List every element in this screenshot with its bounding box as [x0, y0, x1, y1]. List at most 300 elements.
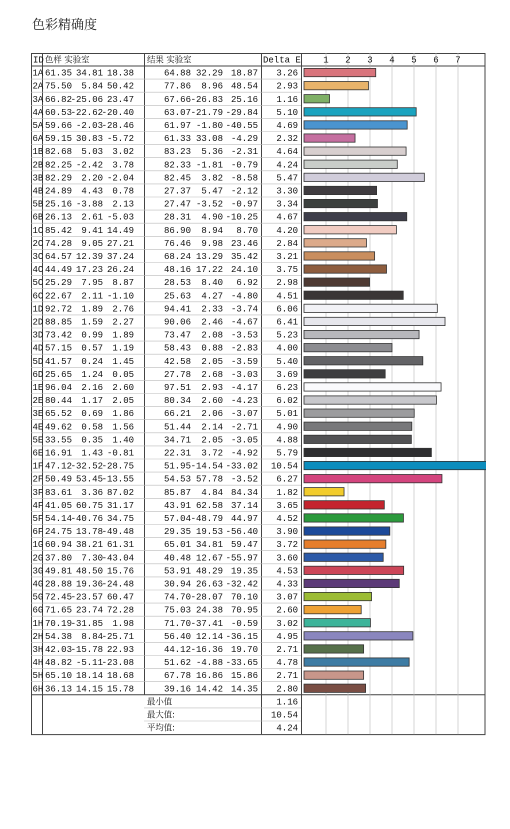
target-lab-value: 1.17: [81, 396, 103, 407]
result-lab-value: 73.47: [163, 330, 191, 341]
result-lab-value: -48.79: [190, 514, 223, 524]
target-lab-value: 22.67: [44, 291, 72, 302]
delta-e-bar: [304, 658, 409, 666]
target-lab-value: 14.15: [75, 684, 103, 695]
row-id: 4B: [32, 186, 44, 197]
delta-e-value: 2.98: [276, 278, 298, 289]
delta-e-value: 1.16: [276, 94, 298, 105]
target-lab-value: -5.03: [106, 212, 134, 223]
target-lab-value: 2.27: [112, 317, 134, 328]
target-lab-value: 31.17: [106, 500, 134, 511]
target-lab-value: 25.16: [44, 199, 72, 210]
row-id: 6D: [32, 369, 44, 380]
target-lab-value: 17.23: [75, 265, 103, 276]
delta-e-value: 3.30: [276, 186, 298, 197]
result-lab-value: 90.06: [163, 317, 191, 328]
target-lab-value: 57.15: [44, 343, 72, 354]
x-tick-label: 3: [367, 55, 373, 66]
result-lab-value: 4.90: [201, 212, 223, 223]
result-lab-value: 30.94: [163, 579, 191, 590]
target-lab-value: 26.13: [44, 212, 72, 223]
delta-e-value: 2.93: [276, 81, 298, 92]
target-lab-value: 66.82: [44, 94, 72, 105]
result-lab-value: 4.84: [201, 487, 223, 498]
result-lab-value: 28.31: [163, 212, 191, 223]
target-lab-value: 73.42: [44, 330, 72, 341]
result-lab-value: -0.59: [230, 618, 258, 629]
result-lab-value: -3.05: [230, 435, 258, 446]
row-id: 5C: [32, 278, 44, 289]
row-id: 5D: [32, 356, 44, 367]
row-id: 3A: [32, 94, 44, 105]
target-lab-value: 87.02: [106, 487, 134, 498]
row-id: 3D: [32, 330, 44, 341]
row-id: 5B: [32, 199, 44, 210]
target-lab-value: 34.81: [75, 68, 103, 79]
result-lab-value: 48.16: [163, 265, 191, 276]
result-lab-value: 8.70: [236, 225, 258, 236]
delta-e-bar: [304, 173, 424, 181]
row-id: 1E: [32, 383, 44, 393]
target-lab-value: 42.03: [44, 645, 72, 655]
delta-e-bar: [304, 68, 376, 76]
delta-e-bar: [304, 252, 375, 260]
result-lab-value: 80.34: [163, 396, 191, 407]
row-id: 6H: [32, 684, 44, 695]
delta-e-bar: [304, 579, 399, 587]
target-lab-value: 9.41: [81, 225, 103, 236]
target-lab-value: 2.20: [81, 173, 103, 184]
delta-e-bar: [304, 396, 436, 404]
row-id: 5E: [32, 435, 44, 446]
row-id: 3C: [32, 252, 44, 262]
delta-e-value: 3.26: [276, 68, 298, 79]
target-lab-value: 92.72: [44, 304, 72, 315]
result-lab-value: -2.31: [230, 147, 258, 158]
target-lab-value: 26.24: [106, 265, 134, 276]
result-lab-value: 14.35: [230, 684, 258, 695]
delta-e-bar: [304, 108, 416, 116]
row-id: 4D: [32, 343, 44, 354]
target-lab-value: 44.49: [44, 265, 72, 276]
row-id: 3H: [32, 645, 44, 655]
target-lab-value: 60.94: [44, 540, 72, 551]
result-lab-value: -28.07: [190, 592, 223, 603]
row-id: 3G: [32, 566, 44, 577]
target-lab-value: -20.40: [101, 107, 134, 118]
row-id: 6A: [32, 134, 44, 145]
x-tick-label: 5: [411, 55, 417, 66]
delta-e-bar: [304, 186, 377, 194]
target-lab-value: 16.91: [44, 448, 72, 459]
target-lab-value: 48.82: [44, 658, 72, 669]
result-lab-value: 66.21: [163, 409, 191, 420]
result-lab-value: 2.68: [201, 369, 223, 380]
result-lab-value: 2.14: [201, 422, 223, 433]
delta-e-bar: [304, 527, 390, 535]
result-lab-value: -4.88: [195, 658, 223, 669]
result-lab-value: 83.23: [163, 147, 191, 158]
target-lab-value: 1.89: [81, 304, 103, 315]
row-id: 1H: [32, 618, 44, 629]
result-lab-value: -3.53: [230, 330, 258, 341]
result-lab-value: -3.52: [230, 474, 258, 485]
delta-e-value: 4.88: [276, 435, 298, 446]
delta-e-bars: [304, 68, 486, 692]
target-lab-value: 59.15: [44, 134, 72, 145]
result-lab-value: 48.54: [230, 81, 258, 92]
result-lab-value: 25.63: [163, 291, 191, 302]
result-lab-value: 85.87: [163, 487, 191, 498]
delta-e-value: 3.07: [276, 592, 298, 603]
delta-e-bar: [304, 226, 396, 234]
delta-e-value: 2.84: [276, 238, 298, 249]
target-lab-value: 22.93: [106, 645, 134, 655]
delta-e-bar: [304, 448, 431, 456]
target-lab-value: -13.55: [101, 474, 134, 485]
result-lab-value: 62.58: [195, 500, 223, 511]
target-lab-value: 1.45: [112, 356, 134, 367]
result-lab-value: 23.46: [230, 238, 258, 249]
target-lab-value: 82.68: [44, 147, 72, 158]
delta-e-value: 6.27: [276, 474, 298, 485]
target-lab-value: 50.49: [44, 474, 72, 485]
target-lab-value: 83.61: [44, 487, 72, 498]
row-id: 2F: [32, 474, 44, 485]
delta-e-value: 4.00: [276, 343, 298, 354]
target-lab-value: 0.69: [81, 409, 103, 420]
target-lab-value: 61.35: [44, 68, 72, 79]
target-lab-value: 24.75: [44, 527, 72, 538]
result-lab-value: 6.92: [236, 278, 258, 289]
result-lab-value: 35.42: [230, 252, 258, 262]
delta-e-bar: [304, 684, 366, 692]
delta-e-value: 3.72: [276, 540, 298, 551]
target-lab-value: 23.47: [106, 94, 134, 105]
delta-e-value: 4.20: [276, 225, 298, 236]
target-lab-value: 1.98: [112, 618, 134, 629]
target-lab-value: -5.11: [75, 658, 103, 669]
result-lab-value: 24.38: [195, 605, 223, 616]
target-lab-value: 96.04: [44, 383, 72, 393]
delta-e-value: 3.34: [276, 199, 298, 210]
result-lab-value: 61.97: [163, 121, 191, 131]
target-lab-value: 88.85: [44, 317, 72, 328]
row-id: 5A: [32, 121, 44, 131]
result-lab-value: -2.83: [230, 343, 258, 354]
row-id: 1C: [32, 225, 44, 236]
delta-e-value: 2.60: [276, 605, 298, 616]
result-lab-value: -0.79: [230, 160, 258, 171]
target-lab-value: 47.12: [44, 461, 72, 472]
target-lab-value: 48.50: [75, 566, 103, 577]
delta-e-value: 6.06: [276, 304, 298, 315]
delta-e-bar: [304, 540, 386, 548]
row-id: 4E: [32, 422, 44, 433]
delta-e-bar: [304, 82, 368, 90]
target-lab-value: 0.57: [81, 343, 103, 354]
target-lab-value: -15.78: [70, 645, 103, 655]
result-lab-value: 39.16: [163, 684, 191, 695]
target-lab-value: 2.76: [112, 304, 134, 315]
result-lab-value: -4.80: [230, 291, 258, 302]
delta-e-value: 5.40: [276, 356, 298, 367]
row-id: 3F: [32, 487, 44, 498]
target-lab-value: 49.62: [44, 422, 72, 433]
delta-e-value: 1.82: [276, 487, 298, 498]
x-tick-label: 7: [455, 55, 461, 66]
target-lab-value: 2.05: [112, 396, 134, 407]
result-lab-value: 32.29: [195, 68, 223, 79]
row-id: 1B: [32, 147, 44, 158]
target-lab-value: 65.52: [44, 409, 72, 420]
delta-e-value: 2.71: [276, 645, 298, 655]
delta-e-bar: [304, 357, 423, 365]
delta-e-value: 4.24: [276, 160, 298, 171]
target-lab-value: 9.05: [81, 238, 103, 249]
target-lab-value: 53.45: [75, 474, 103, 485]
delta-e-bar: [304, 160, 397, 168]
result-lab-value: 8.40: [201, 278, 223, 289]
target-lab-value: -2.42: [75, 160, 103, 171]
result-lab-value: -4.92: [230, 448, 258, 459]
delta-e-value: 4.78: [276, 658, 298, 669]
delta-e-bar: [304, 488, 344, 496]
delta-e-value: 4.90: [276, 422, 298, 433]
target-lab-value: 18.38: [106, 68, 134, 79]
result-lab-value: 40.48: [163, 553, 191, 564]
delta-e-bar: [304, 213, 407, 221]
result-lab-value: -1.80: [195, 121, 223, 131]
result-lab-value: -40.55: [225, 121, 258, 131]
x-tick-label: 2: [345, 55, 351, 66]
result-lab-value: 0.88: [201, 343, 223, 354]
result-lab-value: 64.88: [163, 68, 191, 79]
row-id: 4A: [32, 107, 44, 118]
result-lab-value: 2.60: [201, 396, 223, 407]
target-lab-value: 33.55: [44, 435, 72, 446]
target-lab-value: 60.47: [106, 592, 134, 603]
target-lab-value: 49.81: [44, 566, 72, 577]
result-lab-value: 18.87: [230, 68, 258, 79]
delta-e-bar: [304, 475, 442, 483]
target-lab-value: 65.10: [44, 671, 72, 682]
result-lab-value: 19.70: [230, 645, 258, 655]
result-lab-value: 58.43: [163, 343, 191, 354]
delta-e-bar: [304, 317, 445, 325]
target-lab-value: 54.38: [44, 631, 72, 642]
delta-e-bar: [304, 606, 361, 614]
target-lab-value: 1.59: [81, 317, 103, 328]
result-lab-value: 3.72: [201, 448, 223, 459]
target-lab-value: 82.25: [44, 160, 72, 171]
header-target-lab: 色样 实验室: [45, 54, 90, 65]
delta-e-bar: [304, 370, 385, 378]
result-lab-value: -3.74: [230, 304, 258, 315]
delta-e-bar: [304, 553, 383, 561]
result-lab-value: 82.33: [163, 160, 191, 171]
target-lab-value: 13.78: [75, 527, 103, 538]
delta-e-bar: [304, 304, 437, 312]
delta-e-value: 3.02: [276, 618, 298, 629]
target-lab-value: 0.35: [81, 435, 103, 446]
result-lab-value: 17.22: [195, 265, 223, 276]
result-lab-value: -32.42: [225, 579, 258, 590]
target-lab-value: 85.42: [44, 225, 72, 236]
result-lab-value: 86.90: [163, 225, 191, 236]
target-lab-value: 3.36: [81, 487, 103, 498]
delta-e-bar: [304, 278, 370, 286]
row-id: 2G: [32, 553, 44, 564]
row-id: 2C: [32, 238, 44, 249]
result-lab-value: 53.91: [163, 566, 191, 577]
result-lab-value: 14.42: [195, 684, 223, 695]
result-lab-value: 27.37: [163, 186, 191, 197]
result-lab-value: 27.78: [163, 369, 191, 380]
delta-e-value: 10.54: [270, 461, 298, 472]
target-lab-value: -2.03: [75, 121, 103, 131]
result-lab-value: 43.91: [163, 500, 191, 511]
delta-e-bar: [304, 409, 414, 417]
delta-e-bar: [304, 514, 403, 522]
result-lab-value: 2.93: [201, 383, 223, 393]
result-lab-value: 74.70: [163, 592, 191, 603]
target-lab-value: 25.29: [44, 278, 72, 289]
target-lab-value: 71.65: [44, 605, 72, 616]
result-lab-value: 82.45: [163, 173, 191, 184]
row-id: 5F: [32, 514, 44, 524]
target-lab-value: -49.48: [101, 527, 134, 538]
delta-e-bar: [304, 592, 372, 600]
result-lab-value: 67.66: [163, 94, 191, 105]
target-lab-value: 80.44: [44, 396, 72, 407]
row-id: 1G: [32, 540, 44, 551]
row-id: 1D: [32, 304, 44, 315]
delta-e-value: 3.65: [276, 500, 298, 511]
result-lab-value: 2.05: [201, 435, 223, 446]
result-lab-value: -33.02: [225, 461, 258, 472]
result-lab-value: 75.03: [163, 605, 191, 616]
delta-e-bar: [304, 330, 419, 338]
result-lab-value: -36.15: [225, 631, 258, 642]
result-lab-value: 71.70: [163, 618, 191, 629]
result-lab-value: 2.08: [201, 330, 223, 341]
result-lab-value: 70.95: [230, 605, 258, 616]
result-lab-value: -3.59: [230, 356, 258, 367]
row-id: 5G: [32, 592, 44, 603]
result-lab-value: 28.53: [163, 278, 191, 289]
result-lab-value: 51.62: [163, 658, 191, 669]
target-lab-value: 1.19: [112, 343, 134, 354]
target-lab-value: 75.50: [44, 81, 72, 92]
target-lab-value: 61.31: [106, 540, 134, 551]
result-lab-value: 8.94: [201, 225, 223, 236]
target-lab-value: 25.65: [44, 369, 72, 380]
target-lab-value: -25.71: [101, 631, 134, 642]
result-lab-value: -33.65: [225, 658, 258, 669]
result-lab-value: 94.41: [163, 304, 191, 315]
result-lab-value: 84.34: [230, 487, 258, 498]
result-lab-value: 37.14: [230, 500, 258, 511]
result-lab-value: -37.41: [190, 618, 223, 629]
delta-e-bar: [304, 291, 403, 299]
row-id: 3B: [32, 173, 44, 184]
header-id: ID: [33, 55, 44, 66]
target-lab-value: 15.78: [106, 684, 134, 695]
target-lab-value: 54.14: [44, 514, 72, 524]
target-lab-value: -1.10: [106, 291, 134, 302]
result-lab-value: 51.95: [163, 461, 191, 472]
target-lab-value: 2.11: [81, 291, 103, 302]
result-lab-value: 34.71: [163, 435, 191, 446]
result-lab-value: 76.46: [163, 238, 191, 249]
summary-value: 4.24: [276, 723, 298, 734]
target-lab-value: 38.21: [75, 540, 103, 551]
delta-e-bar: [304, 265, 387, 273]
target-lab-value: 37.80: [44, 553, 72, 564]
row-id: 5H: [32, 671, 44, 682]
result-lab-value: 56.40: [163, 631, 191, 642]
target-lab-value: 3.78: [112, 160, 134, 171]
delta-e-bar: [304, 461, 486, 469]
delta-e-value: 4.33: [276, 579, 298, 590]
delta-e-bar: [304, 501, 384, 509]
row-id: 2B: [32, 160, 44, 171]
target-lab-value: 12.39: [75, 252, 103, 262]
delta-e-value: 4.95: [276, 631, 298, 642]
result-lab-value: 48.29: [195, 566, 223, 577]
delta-e-value: 3.60: [276, 553, 298, 564]
delta-e-bar: [304, 671, 364, 679]
target-lab-value: 41.05: [44, 500, 72, 511]
target-lab-value: 30.83: [75, 134, 103, 145]
result-lab-value: -55.97: [225, 553, 258, 564]
target-lab-value: 23.74: [75, 605, 103, 616]
target-lab-value: 19.36: [75, 579, 103, 590]
result-lab-value: -4.17: [230, 383, 258, 393]
target-lab-value: 5.03: [81, 147, 103, 158]
target-lab-value: 2.16: [81, 383, 103, 393]
summary-value: 1.16: [276, 697, 298, 708]
target-lab-value: 0.24: [81, 356, 103, 367]
target-lab-value: 7.30: [81, 553, 103, 564]
delta-e-value: 4.69: [276, 121, 298, 131]
delta-e-bar: [304, 95, 330, 103]
result-lab-value: 67.78: [163, 671, 191, 682]
summary-value: 10.54: [270, 710, 298, 721]
row-id: 2D: [32, 317, 44, 328]
target-lab-value: 18.14: [75, 671, 103, 682]
result-lab-value: 77.86: [163, 81, 191, 92]
delta-e-value: 6.23: [276, 383, 298, 393]
delta-e-bar: [304, 645, 364, 653]
result-lab-value: 44.12: [163, 645, 191, 655]
row-id: 4C: [32, 265, 44, 276]
x-tick-label: 4: [389, 55, 395, 66]
delta-e-bar: [304, 422, 412, 430]
result-lab-value: 5.47: [201, 186, 223, 197]
target-lab-value: 0.99: [81, 330, 103, 341]
result-lab-value: 29.35: [163, 527, 191, 538]
target-lab-value: -40.76: [70, 514, 103, 524]
result-lab-value: -21.79: [190, 107, 223, 118]
result-lab-value: 26.63: [195, 579, 223, 590]
result-lab-value: 9.98: [201, 238, 223, 249]
result-lab-value: -2.12: [230, 186, 258, 197]
target-lab-value: 50.42: [106, 81, 134, 92]
result-lab-value: 34.81: [195, 540, 223, 551]
result-lab-value: 24.10: [230, 265, 258, 276]
